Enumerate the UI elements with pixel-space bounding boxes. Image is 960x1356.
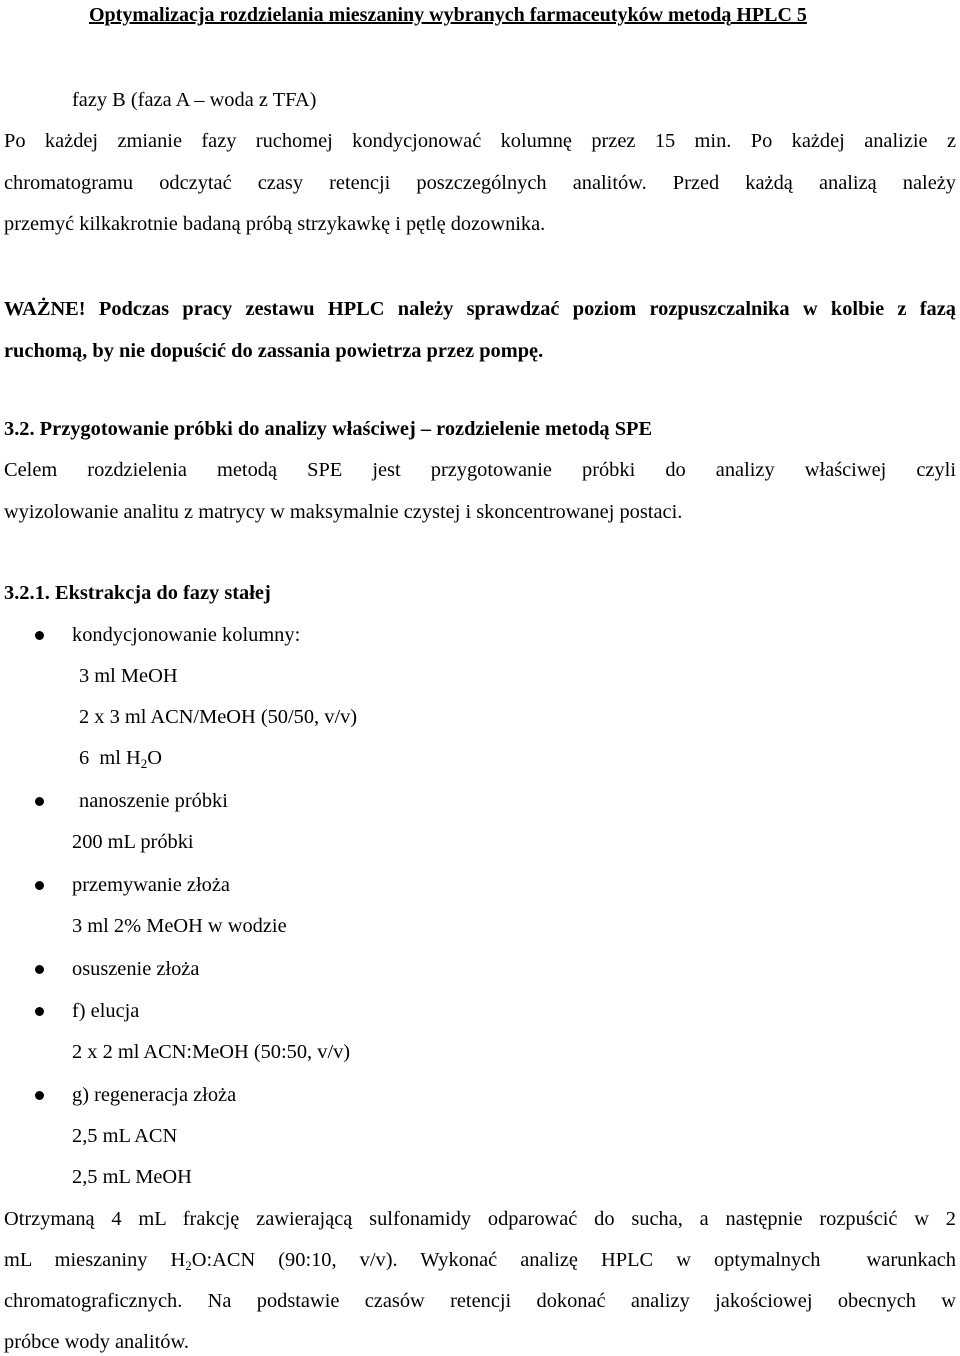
warning-line-2: ruchomą, by nie dopuścić do zassania powietrza przez pompę. xyxy=(4,340,544,362)
section-322-line-2: wyizolowanie analitu z matrycy w maksymalnie czystej i skoncentrowanej postaci. xyxy=(4,501,683,523)
step-conditioning-detail-2: 2 x 3 ml ACN/MeOH (50/50, v/v) xyxy=(79,706,358,728)
closing-line-2: mL mieszaniny $H_2O:ACN$ (90:10, v/v). Wykonać analizę HPLC w optymalnych warunkach xyxy=(4,1249,957,1273)
intro-paragraph-line-1: Po każdej zmianie fazy ruchomej kondycjonować kolumnę przez 15 min. Po każdej analizie z xyxy=(4,130,956,152)
bullet-icon xyxy=(35,1091,44,1100)
step-elution: f) elucja xyxy=(72,1000,140,1022)
bullet-icon xyxy=(35,965,44,974)
step-elution-detail: 2 x 2 ml ACN:MeOH (50:50, v/v) xyxy=(72,1041,351,1063)
warning-line-1: WAŻNE! Podczas pracy zestawu HPLC należy sprawdzać poziom rozpuszczalnika w kolbie z fazą xyxy=(4,298,956,320)
step-loading: nanoszenie próbki xyxy=(79,790,228,812)
intro-paragraph-line-3: przemyć kilkakrotnie badaną próbą strzykawkę i pętlę dozownika. xyxy=(4,213,546,235)
step-regeneration-detail-2: 2,5 mL MeOH xyxy=(72,1166,192,1188)
bullet-icon xyxy=(35,881,44,890)
step-conditioning: kondycjonowanie kolumny: xyxy=(72,624,301,646)
intro-line: fazy B (faza A – woda z TFA) xyxy=(72,89,317,111)
closing-line-3: chromatograficznych. Na podstawie czasów retencji dokonać analizy jakościowej obecnych w xyxy=(4,1290,956,1312)
step-washing: przemywanie złoża xyxy=(72,874,230,896)
bullet-icon xyxy=(35,797,44,806)
step-regeneration-detail-1: 2,5 mL ACN xyxy=(72,1125,178,1147)
bullet-icon xyxy=(35,1007,44,1016)
closing-line-1: Otrzymaną 4 mL frakcję zawierającą sulfonamidy odparować do sucha, a następnie rozpuścić w 2 xyxy=(4,1208,956,1230)
intro-paragraph-line-2: chromatogramu odczytać czasy retencji poszczególnych analitów. Przed każdą analizą należy xyxy=(4,172,956,194)
step-drying: osuszenie złoża xyxy=(72,958,200,980)
step-washing-detail: 3 ml 2% MeOH w wodzie xyxy=(72,915,287,937)
section-322-line-1: Celem rozdzielenia metodą SPE jest przygotowanie próbki do analizy właściwej czyli xyxy=(4,459,956,481)
step-conditioning-detail-3: 6 ml $H_2O$ xyxy=(79,747,162,771)
step-conditioning-detail-1: 3 ml MeOH xyxy=(79,665,178,687)
bullet-icon xyxy=(35,631,44,640)
section-3221-heading: 3.2.1. Ekstrakcja do fazy stałej xyxy=(4,582,271,604)
closing-line-4: próbce wody analitów. xyxy=(4,1331,189,1353)
step-regeneration: g) regeneracja złoża xyxy=(72,1084,237,1106)
page-header: Optymalizacja rozdzielania mieszaniny wybranych farmaceutyków metodą HPLC 5 xyxy=(89,4,807,26)
step-loading-detail: 200 mL próbki xyxy=(72,831,194,853)
section-322-heading: 3.2. Przygotowanie próbki do analizy właściwej – rozdzielenie metodą SPE xyxy=(4,418,653,440)
